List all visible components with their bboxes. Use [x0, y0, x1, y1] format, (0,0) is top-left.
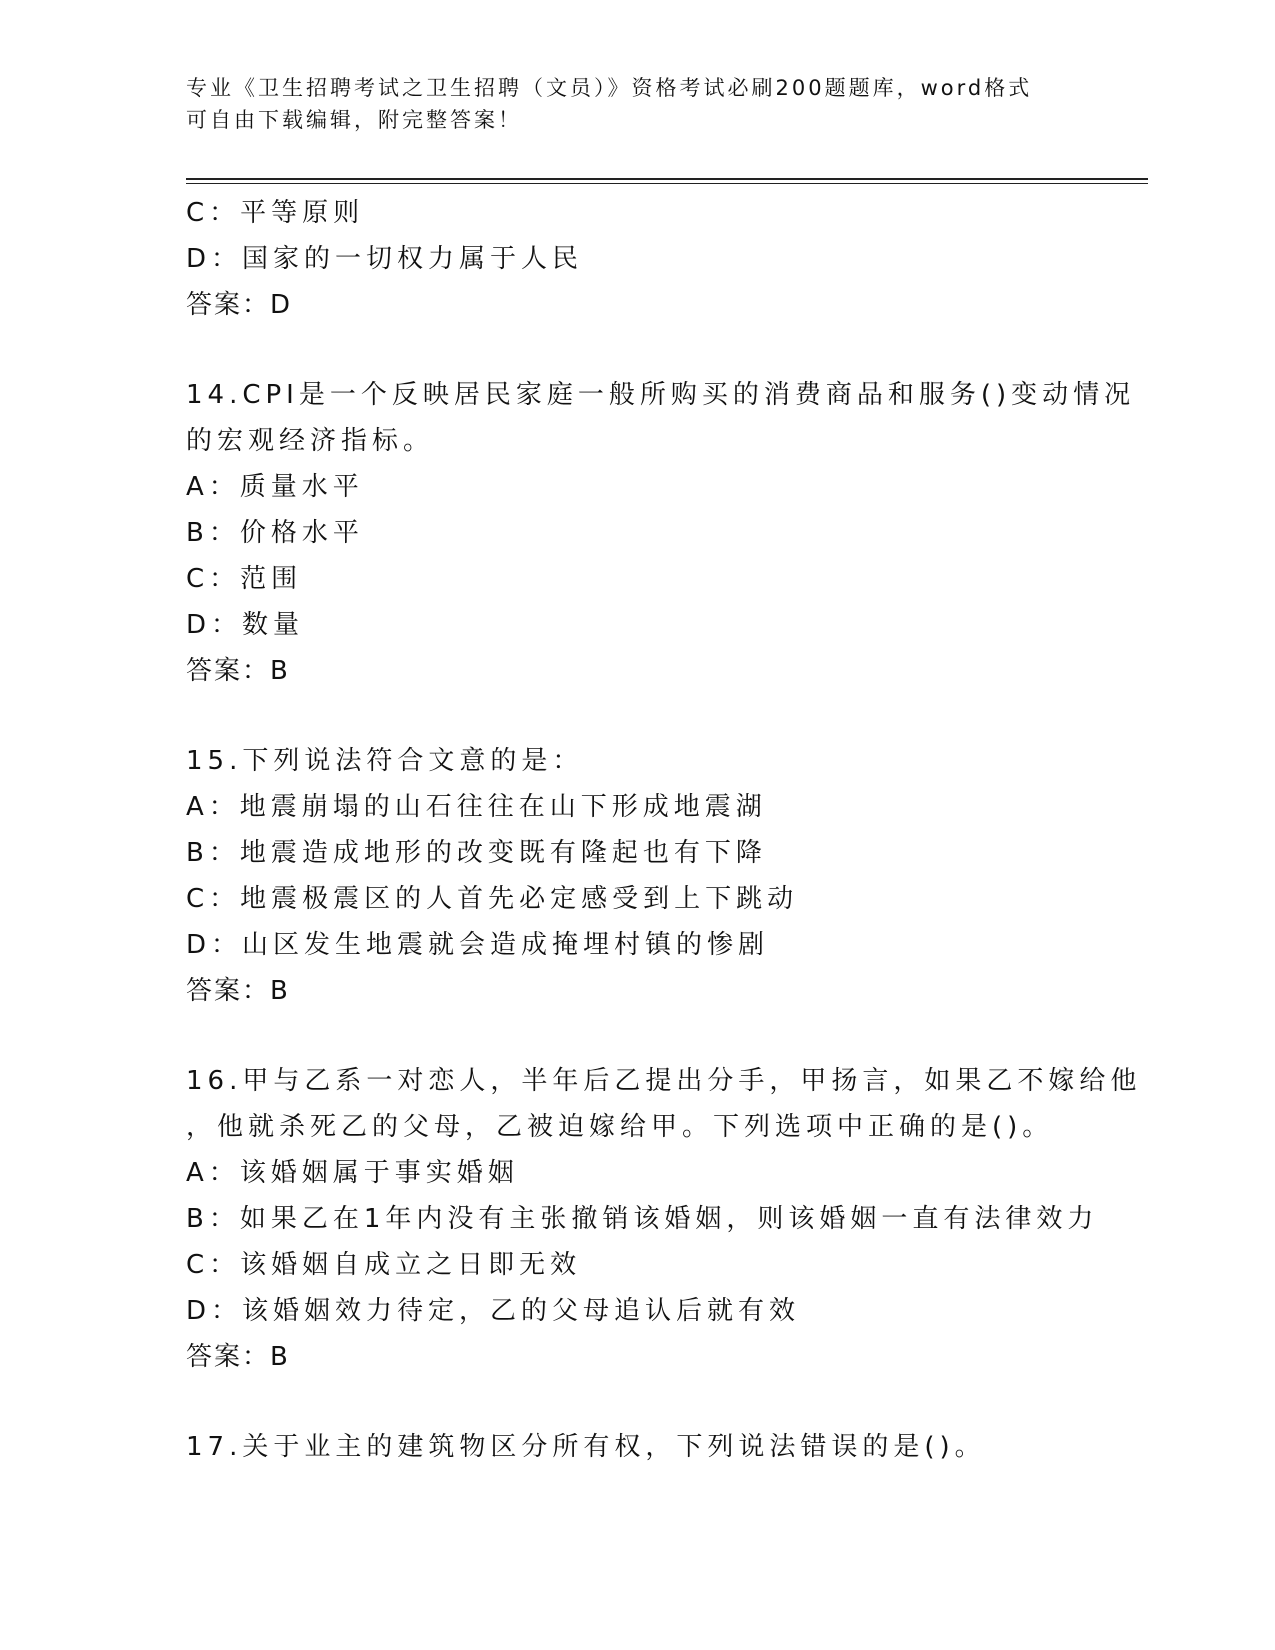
question-text: 15.下列说法符合文意的是： — [186, 746, 584, 776]
option-c: C：该婚姻自成立之日即无效 — [186, 1250, 582, 1280]
option-a: A：该婚姻属于事实婚姻 — [186, 1158, 519, 1188]
header-line-2: 可自由下载编辑，附完整答案！ — [186, 108, 522, 132]
option-d: D：该婚姻效力待定，乙的父母追认后就有效 — [186, 1296, 801, 1326]
question-text: 17.关于业主的建筑物区分所有权，下列说法错误的是()。 — [186, 1432, 986, 1462]
option-b: B：价格水平 — [186, 518, 364, 548]
option-c: C：地震极震区的人首先必定感受到上下跳动 — [186, 884, 799, 914]
answer-line: 答案：B — [186, 1342, 290, 1372]
question-text: 16.甲与乙系一对恋人，半年后乙提出分手，甲扬言，如果乙不嫁给他 — [186, 1066, 1142, 1096]
answer-line: 答案：D — [186, 290, 293, 320]
question-15 — [186, 738, 1086, 1014]
option-d: D：数量 — [186, 610, 305, 640]
answer-line: 答案：B — [186, 656, 290, 686]
document-header — [186, 72, 1066, 136]
question-text: 14.CPI是一个反映居民家庭一般所购买的消费商品和服务()变动情况 — [186, 380, 1136, 410]
option-c: C：范围 — [186, 564, 303, 594]
question-text: ，他就杀死乙的父母，乙被迫嫁给甲。下列选项中正确的是()。 — [186, 1112, 1054, 1142]
option-b: B：地震造成地形的改变既有隆起也有下降 — [186, 838, 767, 868]
question-text: 的宏观经济指标。 — [186, 426, 435, 456]
option-a: A：质量水平 — [186, 472, 364, 502]
option-c: C：平等原则 — [186, 198, 365, 228]
header-divider — [186, 178, 1148, 180]
option-d: D：国家的一切权力属于人民 — [186, 244, 584, 274]
question-16 — [186, 1058, 1142, 1380]
question-17 — [186, 1424, 1086, 1470]
question-14 — [186, 372, 1136, 694]
header-divider-thin — [186, 183, 1148, 184]
header-line-1: 专业《卫生招聘考试之卫生招聘（文员）》资格考试必刷200题题库，word格式 — [186, 76, 1033, 100]
option-b: B：如果乙在1年内没有主张撤销该婚姻，则该婚姻一直有法律效力 — [186, 1204, 1099, 1234]
question-13-tail — [186, 190, 1086, 328]
option-a: A：地震崩塌的山石往往在山下形成地震湖 — [186, 792, 767, 822]
question-list — [186, 190, 1142, 1470]
option-d: D：山区发生地震就会造成掩埋村镇的惨剧 — [186, 930, 770, 960]
answer-line: 答案：B — [186, 976, 290, 1006]
